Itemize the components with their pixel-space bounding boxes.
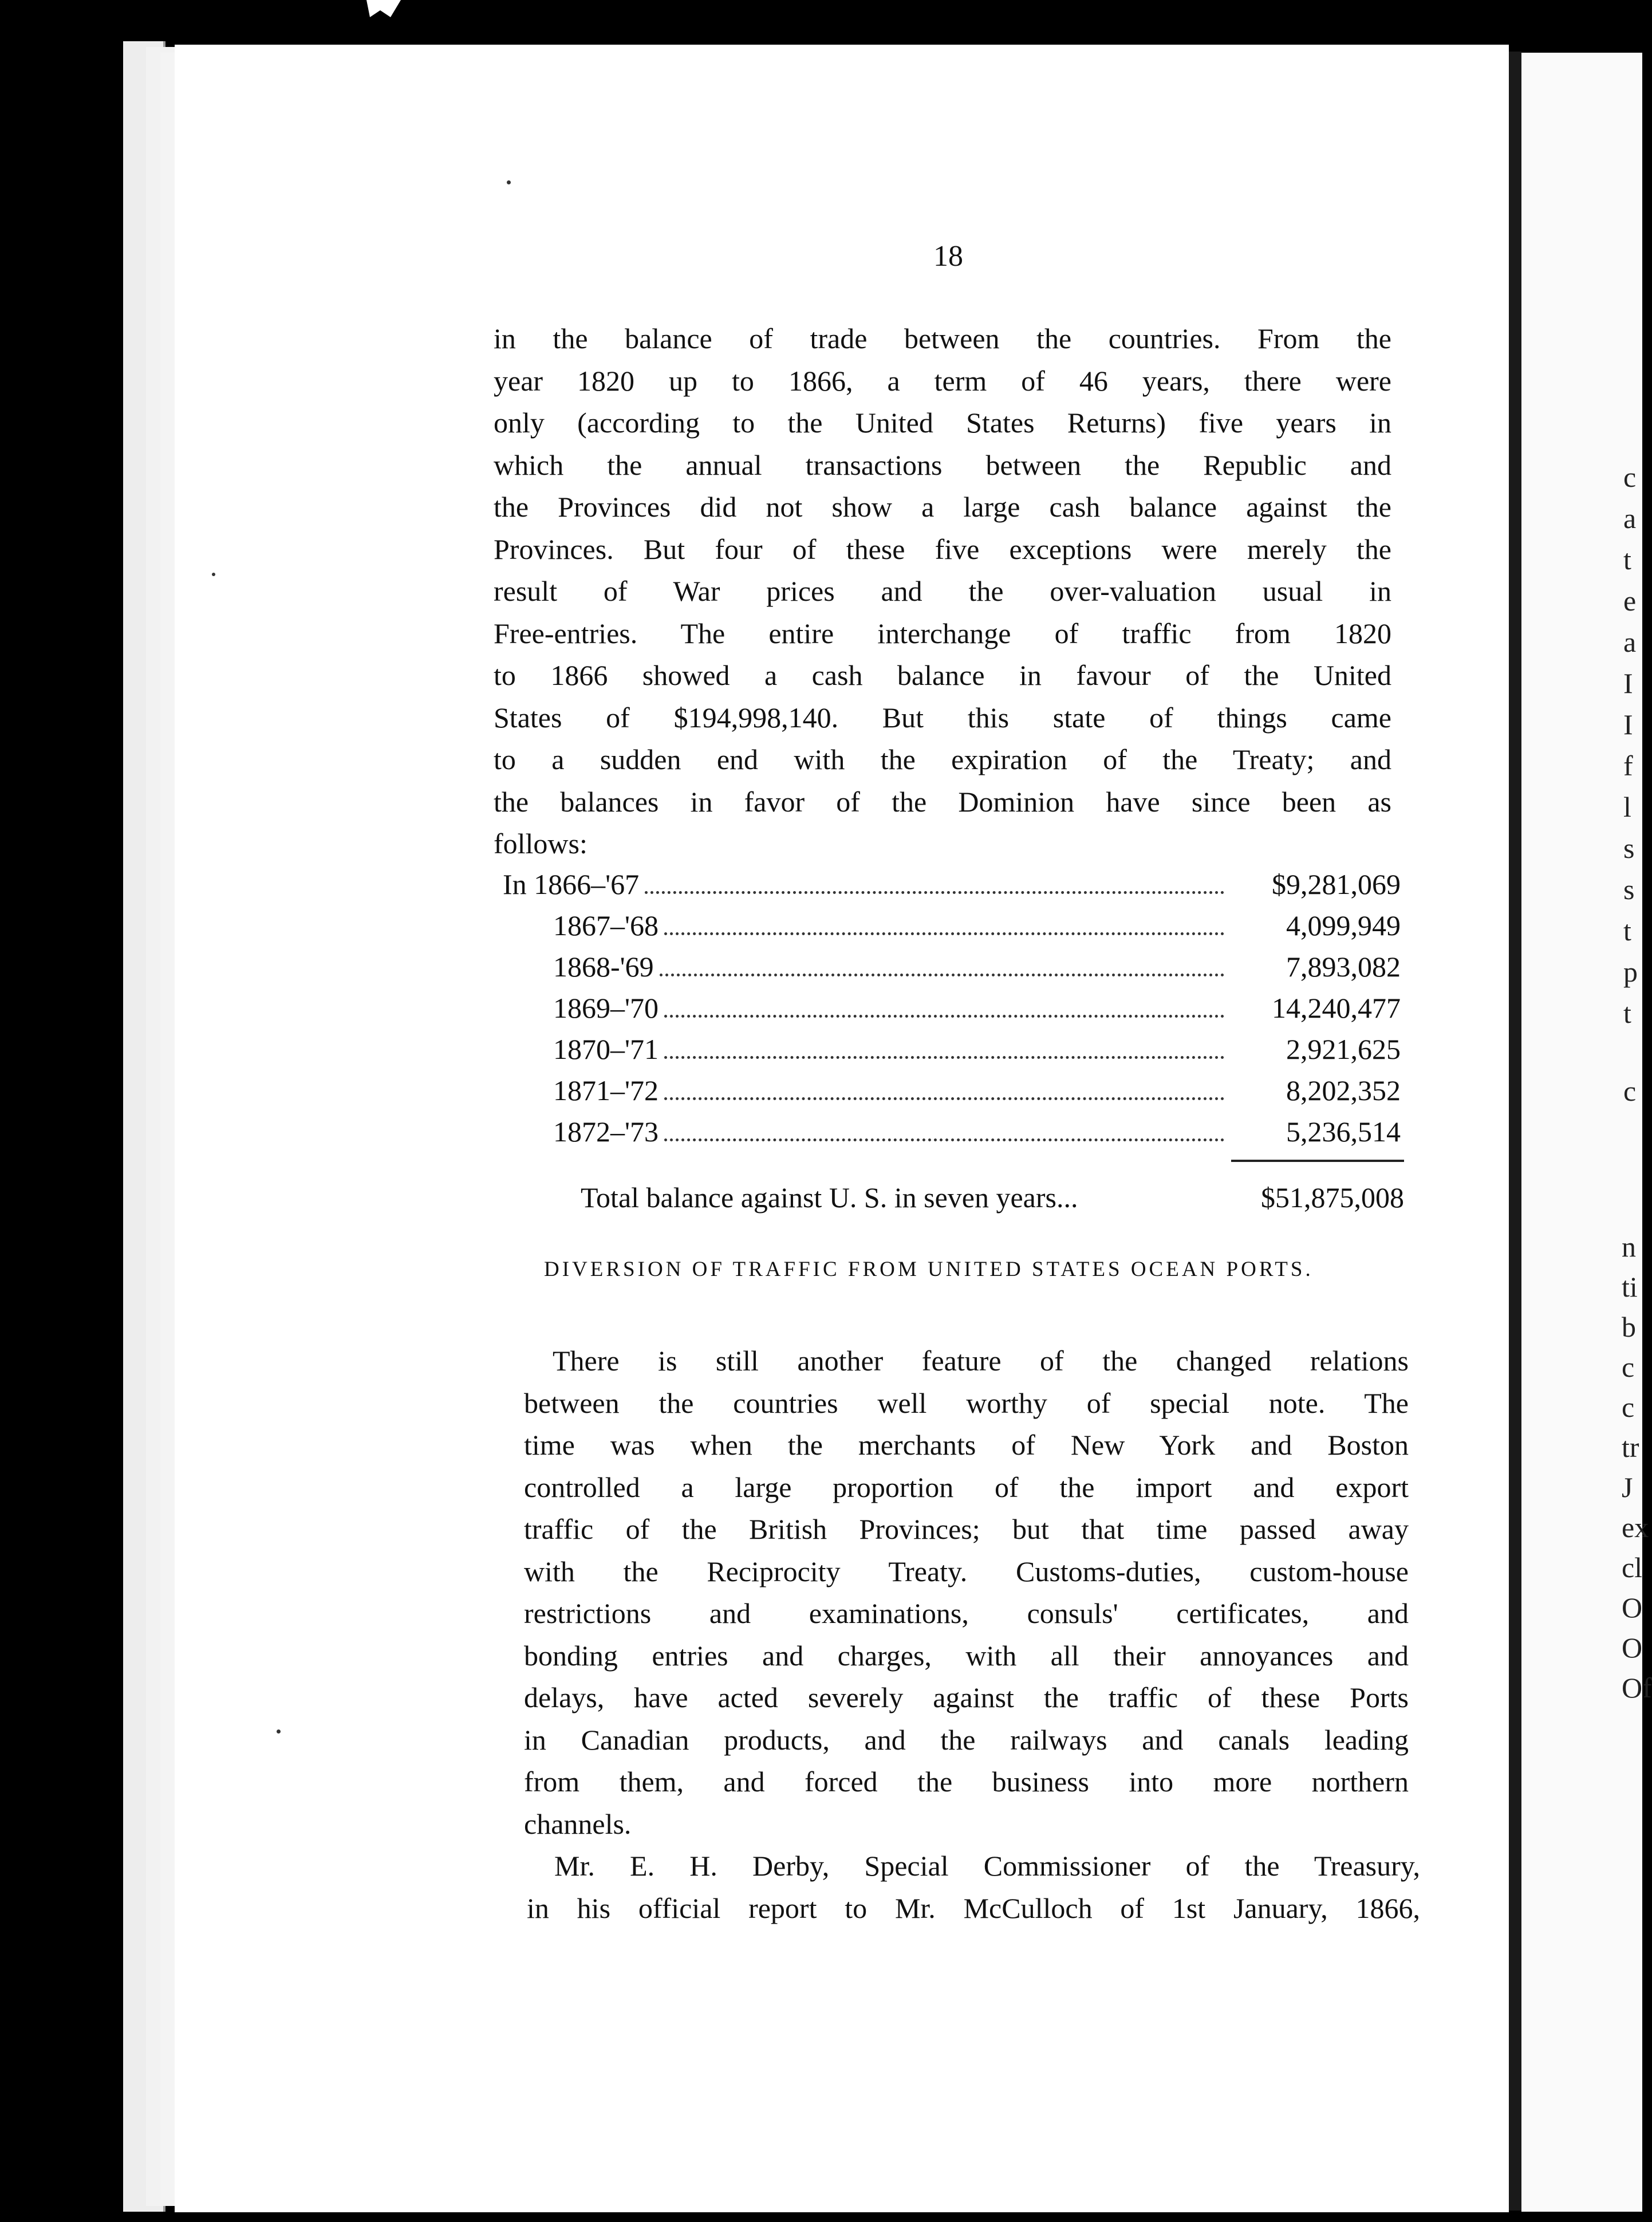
text-line: There is still another feature of the changed relations <box>553 1345 1409 1377</box>
text-line: to 1866 showed a cash balance in favour of the United <box>494 659 1391 691</box>
text-line: restrictions and examinations, consuls' certificates, and <box>524 1597 1409 1629</box>
facing-fragment: c <box>1622 1351 1635 1383</box>
total-row <box>581 1181 1404 1214</box>
facing-fragment: c <box>1623 1075 1637 1107</box>
facing-fragment: cl <box>1622 1551 1643 1583</box>
ledger-row <box>503 909 1401 950</box>
ledger-row <box>503 991 1401 1033</box>
ledger-amount: 4,099,949 <box>1286 909 1401 941</box>
page-number: 18 <box>933 240 963 273</box>
facing-fragment: t <box>1623 543 1631 576</box>
facing-fragment: t <box>1623 997 1631 1029</box>
dot-leader <box>664 1056 1224 1059</box>
facing-fragment: I <box>1623 708 1633 740</box>
total-amount: $51,875,008 <box>1261 1181 1404 1214</box>
ledger-row <box>503 950 1401 991</box>
text-line: channels. <box>524 1807 632 1840</box>
ledger-year: 1868-'69 <box>553 951 654 983</box>
dot-leader <box>664 1015 1224 1018</box>
text-line: between the countries well worthy of special note. The <box>524 1386 1409 1419</box>
facing-fragment: b <box>1622 1311 1636 1343</box>
text-line: in the balance of trade between the countries. From the <box>494 322 1391 354</box>
facing-fragment: a <box>1623 626 1637 658</box>
balance-ledger <box>503 868 1401 1156</box>
text-line: in Canadian products, and the railways and canals leading <box>524 1723 1409 1756</box>
dot-leader <box>645 891 1224 894</box>
text-line: with the Reciprocity Treaty. Customs-duties, custom-house <box>524 1555 1409 1587</box>
ledger-year: 1870–'71 <box>553 1033 659 1065</box>
text-line: the Provinces did not show a large cash balance against the <box>494 491 1391 523</box>
facing-page <box>1521 53 1642 2212</box>
facing-fragment: n <box>1622 1231 1636 1263</box>
text-line: year 1820 up to 1866, a term of 46 years, there were <box>494 364 1391 397</box>
total-rule <box>1231 1160 1404 1162</box>
facing-fragment: Of <box>1622 1672 1652 1704</box>
facing-fragment: ti <box>1622 1271 1638 1303</box>
ledger-year: In 1866–'67 <box>503 868 640 900</box>
text-line: only (according to the United States Returns) five years in <box>494 407 1391 439</box>
text-line: controlled a large proportion of the import and export <box>524 1471 1409 1503</box>
ledger-row <box>503 1033 1401 1074</box>
text-line: Provinces. But four of these five exceptions were merely the <box>494 533 1391 565</box>
text-line: the balances in favor of the Dominion have since been as <box>494 785 1391 818</box>
text-line: States of $194,998,140. But this state of things came <box>494 701 1391 734</box>
ledger-year: 1872–'73 <box>553 1116 659 1148</box>
text-line: to a sudden end with the expiration of the Treaty; and <box>494 743 1391 775</box>
text-line: delays, have acted severely against the traffic of these Ports <box>524 1681 1409 1713</box>
book-gutter <box>1509 52 1521 2211</box>
ledger-year: 1867–'68 <box>553 909 659 941</box>
ledger-row <box>503 1074 1401 1115</box>
facing-fragment: O <box>1622 1632 1643 1664</box>
section-heading: DIVERSION OF TRAFFIC FROM UNITED STATES OCEAN PORTS. <box>544 1258 1314 1281</box>
facing-fragment: I <box>1623 667 1633 699</box>
paragraph-1 <box>494 318 1391 865</box>
dot-leader <box>664 1138 1224 1141</box>
dot-leader <box>660 974 1224 976</box>
ledger-year: 1869–'70 <box>553 992 659 1024</box>
paragraph-2 <box>524 1340 1409 1845</box>
ledger-amount: $9,281,069 <box>1272 868 1401 900</box>
facing-fragment: f <box>1623 750 1633 782</box>
ledger-amount: 2,921,625 <box>1286 1033 1401 1065</box>
facing-fragment: a <box>1623 502 1637 534</box>
facing-fragment: l <box>1623 791 1631 823</box>
ledger-amount: 14,240,477 <box>1272 992 1401 1024</box>
text-line: time was when the merchants of New York and Boston <box>524 1429 1409 1461</box>
facing-fragment: tr <box>1622 1431 1639 1463</box>
ledger-amount: 8,202,352 <box>1286 1074 1401 1106</box>
facing-fragment: s <box>1623 873 1635 905</box>
dot-leader <box>664 932 1224 935</box>
total-label: Total balance against U. S. in seven years... <box>581 1181 1078 1214</box>
facing-fragment: c <box>1623 461 1637 493</box>
ledger-row <box>503 1115 1401 1156</box>
ledger-year: 1871–'72 <box>553 1074 659 1106</box>
ledger-amount: 5,236,514 <box>1286 1116 1401 1148</box>
text-line: follows: <box>494 828 588 860</box>
text-line: which the annual transactions between the Republic and <box>494 448 1391 481</box>
text-line: result of War prices and the over-valuation usual in <box>494 575 1391 607</box>
facing-fragment: p <box>1623 956 1638 988</box>
text-line: Free-entries. The entire interchange of traffic from 1820 <box>494 617 1391 649</box>
scan-speck <box>212 573 215 576</box>
text-line: from them, and forced the business into more northern <box>524 1766 1409 1798</box>
text-line: in his official report to Mr. McCulloch of 1st January, 1866, <box>527 1892 1420 1924</box>
paragraph-3 <box>527 1845 1420 1929</box>
dot-leader <box>664 1097 1224 1100</box>
facing-fragment: O <box>1622 1591 1643 1624</box>
scan-speck <box>507 180 511 184</box>
facing-fragment: ex <box>1622 1511 1649 1543</box>
facing-fragment: e <box>1623 585 1637 617</box>
text-line: bonding entries and charges, with all their annoyances and <box>524 1639 1409 1672</box>
text-line: Mr. E. H. Derby, Special Commissioner of the Treasury, <box>554 1850 1420 1882</box>
text-line: traffic of the British Provinces; but that time passed away <box>524 1513 1409 1545</box>
ledger-row <box>503 868 1401 909</box>
facing-fragment: t <box>1623 915 1631 947</box>
facing-fragment: c <box>1622 1391 1635 1423</box>
facing-fragment: s <box>1623 832 1635 864</box>
scan-speck <box>277 1729 281 1734</box>
facing-fragment: J <box>1622 1471 1633 1503</box>
scan-artifact <box>366 0 401 17</box>
ledger-amount: 7,893,082 <box>1286 951 1401 983</box>
